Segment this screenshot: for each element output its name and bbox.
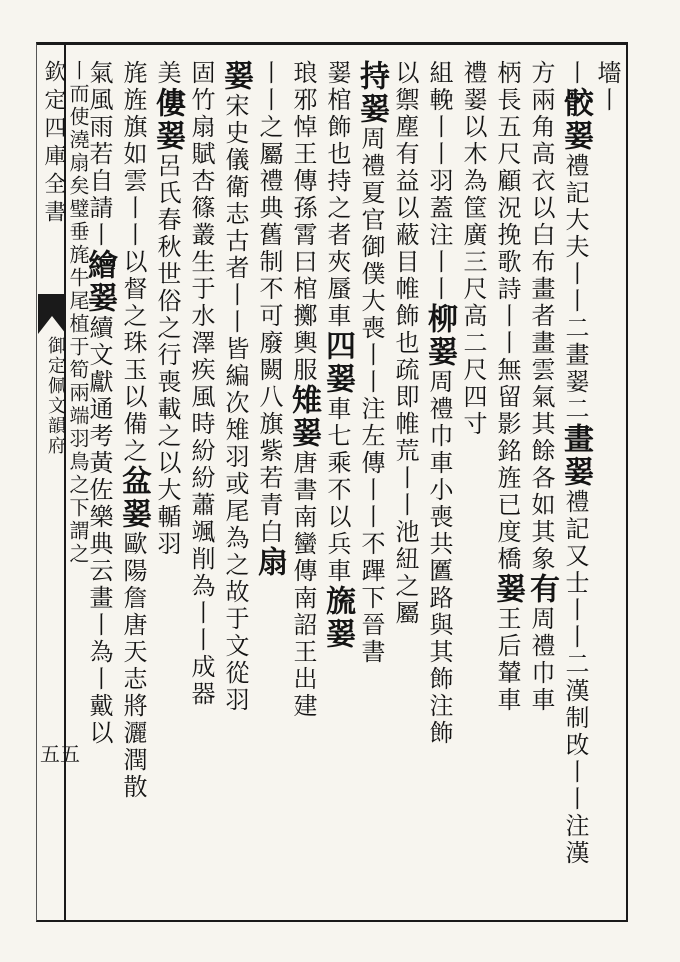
column-6-segment: 周禮巾車小喪共匶路與其飾注飾: [425, 369, 453, 747]
text-column-15: [116, 60, 151, 912]
column-7-segment: 以禦塵有益以蔽目: [391, 60, 419, 276]
column-15-segment: 歐陽詹唐天: [119, 531, 147, 666]
entry-heading: 雉翣: [286, 384, 321, 450]
text-column-7: [392, 60, 418, 912]
column-2-segment: 二畫翣二: [561, 315, 589, 423]
text-column-8: [354, 60, 389, 912]
text-column-4: [490, 60, 525, 912]
column-14-segment: 呂氏春秋世俗之行喪載之以大輴羽: [153, 153, 181, 558]
column-13-segment: 固竹扇賦杏篠叢生于水澤疾風時紛紛蕭颯削為丨丨成器: [187, 60, 215, 708]
entry-heading: 繪翣: [82, 249, 117, 315]
column-1-segment: 丨: [593, 87, 621, 114]
entry-heading: 僂翣: [150, 87, 185, 153]
column-14-segment: 美: [153, 60, 181, 87]
column-7-segment: 帷飾也疏即帷荒丨丨池紐之屬: [391, 276, 419, 627]
column-9-segment: 翣棺飾也持之者夾蜃車: [323, 60, 351, 330]
column-15-segment: 志將灑潤散: [119, 666, 147, 801]
page-number: 五五: [40, 742, 80, 766]
column-2-segment: 禮記大夫丨丨: [561, 153, 589, 315]
column-17-segment: 璧垂旄牛尾植于筍兩端羽鳥之下謂之: [66, 198, 90, 566]
text-column-14: [150, 60, 185, 912]
column-11-segment: 丨丨之屬禮典舊制不可廢闕: [255, 60, 283, 384]
text-column-9: [320, 60, 355, 912]
entry-heading: 柳翣: [422, 303, 457, 369]
text-column-2: [558, 60, 593, 912]
column-6-segment: 組輓丨丨羽蓋注丨丨: [425, 60, 453, 303]
column-17-segment: 丨而使澆扇矣: [66, 60, 90, 198]
column-4-segment: 王后輦車: [493, 606, 521, 714]
entry-heading: 盆翣: [116, 465, 151, 531]
entry-heading: 持翣: [354, 60, 389, 126]
text-column-6: [422, 60, 457, 912]
entry-heading: 翣: [558, 120, 593, 153]
entry-heading: 旒翣: [320, 585, 355, 651]
column-8-segment: 周禮夏官御僕大喪丨丨注: [357, 126, 385, 423]
column-12-segment: 宋史儀衛志古者丨丨皆編次雉羽或尾為之故于文從羽: [221, 93, 249, 714]
column-2-segment: 禮記又士丨丨二漢制攺丨丨注漢: [561, 489, 589, 867]
column-8-segment: 晉書: [357, 612, 385, 666]
column-16-segment: 氣風雨若自請丨: [85, 60, 113, 249]
book-title: 御定佩文韻府: [45, 336, 66, 456]
entry-heading: 畫翣: [558, 423, 593, 489]
column-3-segment: 方兩角高衣以白布畫者畫雲氣其餘各如其象: [527, 60, 555, 573]
column-11-segment: 八旗紫若青白: [255, 384, 283, 546]
text-column-12: [218, 60, 253, 912]
column-15-segment: 旄旌旗如雲丨丨以督之珠玉以備之: [119, 60, 147, 465]
column-4-segment: 柄長五尺顧況挽歌詩丨丨無留影銘旌已度橋: [493, 60, 521, 573]
text-column-10: [286, 60, 321, 912]
column-8-segment: 左傳丨丨不蹕下: [357, 423, 385, 612]
text-column-3: [524, 60, 559, 912]
entry-heading: 四翣: [320, 330, 355, 396]
column-10-segment: 唐書南蠻傳南詔王出建: [289, 450, 317, 720]
text-column-1: [594, 60, 620, 912]
text-column-5: [460, 60, 486, 912]
column-5-segment: 禮翣以木為筐廣三尺高二尺四寸: [459, 60, 487, 438]
column-1-segment: 墻: [593, 60, 621, 87]
library-title: 欽定四庫全書: [41, 60, 66, 228]
column-2-segment: 丨: [561, 60, 589, 87]
column-3-segment: 周禮巾車: [527, 606, 555, 714]
column-9-segment: 車七乘不以兵車: [323, 396, 351, 585]
entry-heading: 扇: [252, 546, 287, 579]
column-10-segment: 琅邪悼王傳孫霄曰棺擲輿服: [289, 60, 317, 384]
text-column-11: [252, 60, 287, 912]
entry-heading: 翣: [490, 573, 525, 606]
column-16-segment: 續文獻通考黃佐樂典云畫丨為丨戴以: [85, 315, 113, 747]
text-column-13: [188, 60, 214, 912]
entry-heading: 有: [524, 573, 559, 606]
entry-heading: 骹: [558, 87, 593, 120]
text-column-17: [68, 60, 88, 912]
entry-heading: 翣: [218, 60, 253, 93]
